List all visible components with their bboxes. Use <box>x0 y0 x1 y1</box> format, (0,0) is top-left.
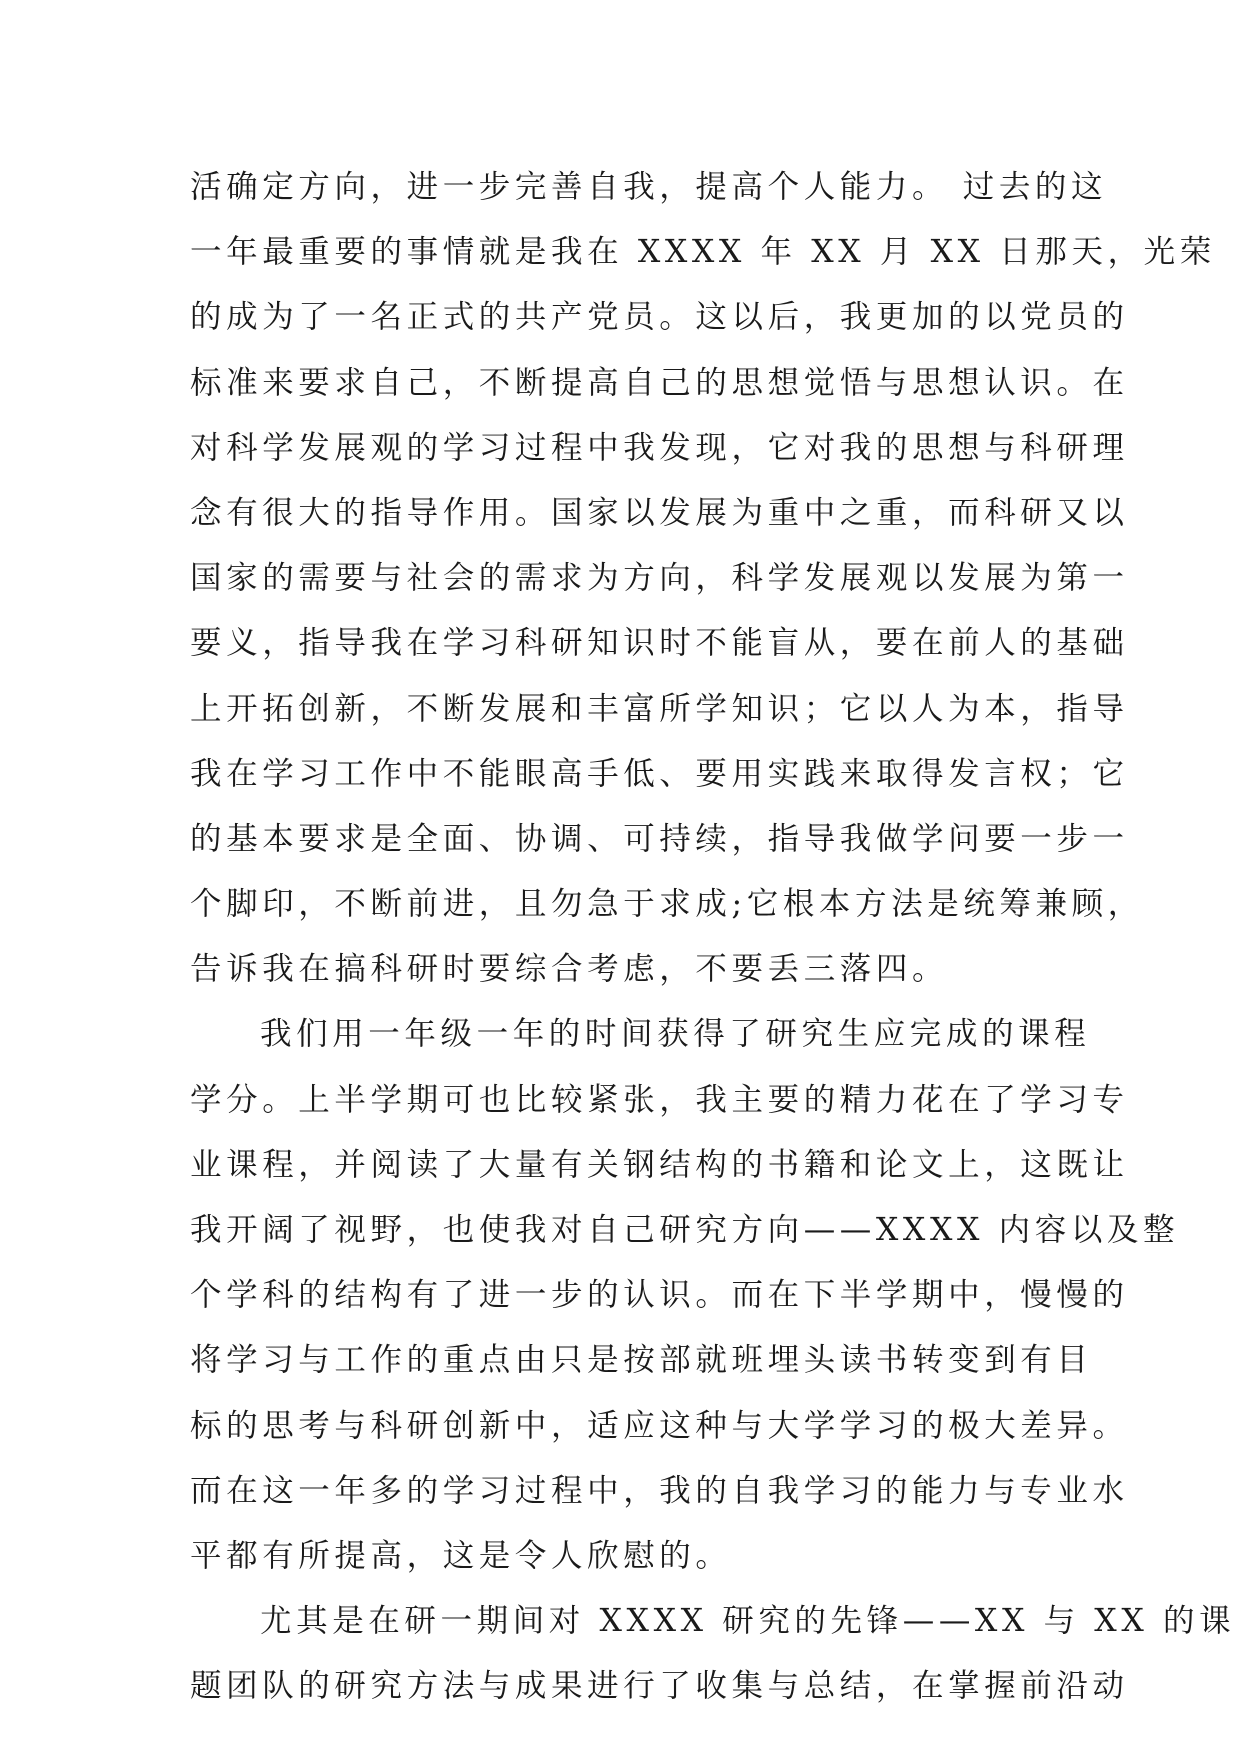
text-line-7: 国家的需要与社会的需求为方向，科学发展观以发展为第一 <box>190 560 1129 597</box>
text-line-6: 念有很大的指导作用。国家以发展为重中之重，而科研又以 <box>190 494 1129 531</box>
text-line-13: 告诉我在搞科研时要综合考虑，不要丢三落四。 <box>190 951 949 988</box>
text-line-22: 平都有所提高，这是令人欣慰的。 <box>190 1537 732 1574</box>
text-line-10: 我在学习工作中不能眼高手低、要用实践来取得发言权；它 <box>190 755 1129 792</box>
text-line-16: 业课程，并阅读了大量有关钢结构的书籍和论文上，这既让 <box>190 1146 1129 1183</box>
text-line-12: 个脚印，不断前进，且勿急于求成;它根本方法是统筹兼顾， <box>190 886 1144 923</box>
text-line-3: 的成为了一名正式的共产党员。这以后，我更加的以党员的 <box>190 299 1129 336</box>
text-line-19: 将学习与工作的重点由只是按部就班埋头读书转变到有目 <box>190 1342 1093 1379</box>
text-line-2: 一年最重要的事情就是我在 XXXX 年 XX 月 XX 日那天，光荣 <box>190 234 1216 271</box>
text-line-11: 的基本要求是全面、协调、可持续，指导我做学问要一步一 <box>190 820 1129 857</box>
text-line-8: 要义，指导我在学习科研知识时不能盲从，要在前人的基础 <box>190 625 1129 662</box>
text-line-17: 我开阔了视野，也使我对自己研究方向——XXXX 内容以及整 <box>190 1212 1180 1248</box>
text-line-5: 对科学发展观的学习过程中我发现，它对我的思想与科研理 <box>190 429 1129 466</box>
body-text <box>190 155 1236 1720</box>
text-line-4: 标准来要求自己，不断提高自己的思想觉悟与思想认识。在 <box>190 364 1129 401</box>
text-line-1: 活确定方向，进一步完善自我，提高个人能力。 过去的这 <box>190 169 1108 205</box>
paragraph-start-line-23: 尤其是在研一期间对 XXXX 研究的先锋——XX 与 XX 的课 <box>260 1603 1236 1640</box>
text-line-21: 而在这一年多的学习过程中，我的自我学习的能力与专业水 <box>190 1472 1129 1509</box>
text-line-9: 上开拓创新，不断发展和丰富所学知识；它以人为本，指导 <box>190 690 1129 727</box>
text-line-20: 标的思考与科研创新中，适应这种与大学学习的极大差异。 <box>190 1407 1129 1444</box>
text-line-18: 个学科的结构有了进一步的认识。而在下半学期中，慢慢的 <box>190 1277 1129 1314</box>
text-line-24: 题团队的研究方法与成果进行了收集与总结，在掌握前沿动 <box>190 1668 1129 1705</box>
paragraph-start-line-14: 我们用一年级一年的时间获得了研究生应完成的课程 <box>260 1016 1091 1053</box>
text-line-15: 学分。上半学期可也比较紧张，我主要的精力花在了学习专 <box>190 1081 1129 1118</box>
